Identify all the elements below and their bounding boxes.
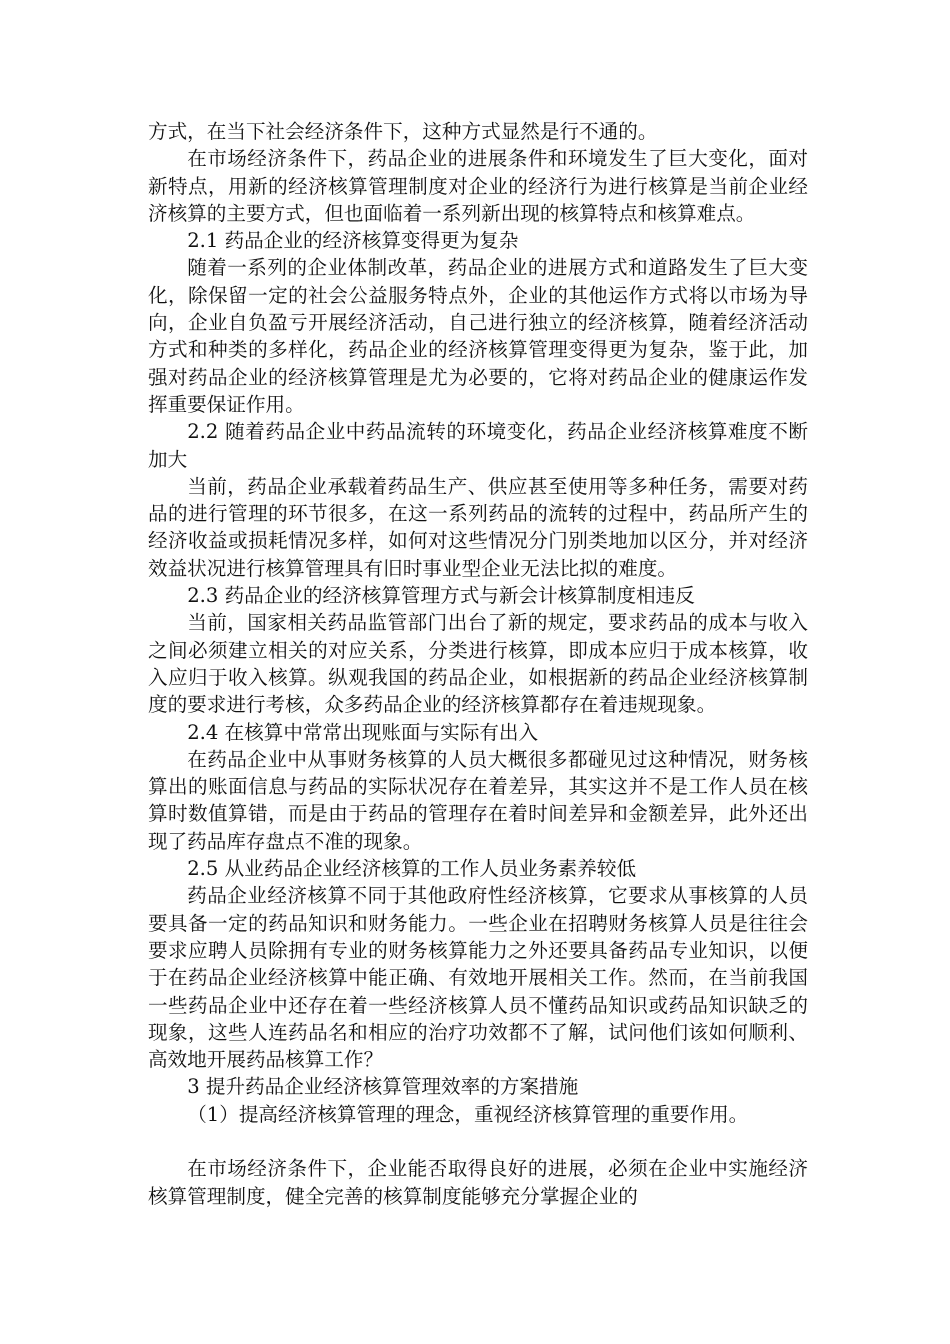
section-heading-2-4: 2.4 在核算中常常出现账面与实际有出入 <box>187 720 539 744</box>
section-heading-2-2: 2.2 随着药品企业中药品流转的环境变化，药品企业经济核算难度不断加大 <box>148 420 808 471</box>
paragraph-2-5: 药品企业经济核算不同于其他政府性经济核算，它要求从事核算的人员要具备一定的药品知识和财务能力。一些企业在招聘财务核算人员是往往会要求应聘人员除拥有专业的财务核算能力之外还要具备药品专业知识，以便于在药品企业经济核算中能正确、有效地开展相关工作。然而，在当前我国一些药品企业中还存在着一些经济核算人员不懂药品知识或药品知识缺乏的现象，这些人连药品名和相应的治疗功效都不了解，试问他们该如何顺利、高效地开展药品核算工作？ <box>148 884 808 1072</box>
section-heading-3: 3 提升药品企业经济核算管理效率的方案措施 <box>187 1075 579 1099</box>
paragraph-market-conditions: 在市场经济条件下，药品企业的进展条件和环境发生了巨大变化，面对新特点，用新的经济核算管理制度对企业的经济行为进行核算是当前企业经济核算的主要方式，但也面临着一系列新出现的核算特点和核算难点。 <box>148 147 808 225</box>
paragraph-2-1: 随着一系列的企业体制改革，药品企业的进展方式和道路发生了巨大变化，除保留一定的社会公益服务特点外，企业的其他运作方式将以市场为导向，企业自负盈亏开展经济活动，自己进行独立的经济核算，随着经济活动方式和种类的多样化，药品企业的经济核算管理变得更为复杂，鉴于此，加强对药品企业的经济核算管理是尤为必要的，它将对药品企业的健康运作发挥重要保证作用。 <box>148 256 808 416</box>
section-heading-2-3: 2.3 药品企业的经济核算管理方式与新会计核算制度相违反 <box>187 584 695 608</box>
section-heading-2-1: 2.1 药品企业的经济核算变得更为复杂 <box>187 229 519 253</box>
section-heading-2-5: 2.5 从业药品企业经济核算的工作人员业务素养较低 <box>187 857 637 881</box>
subsection-heading-3-1: （1）提高经济核算管理的理念，重视经济核算管理的重要作用。 <box>187 1102 749 1126</box>
document-page <box>148 118 808 1210</box>
blank-line <box>148 1128 808 1155</box>
paragraph-2-3: 当前，国家相关药品监管部门出台了新的规定，要求药品的成本与收入之间必须建立相关的对应关系，分类进行核算，即成本应归于成本核算，收入应归于收入核算。纵观我国的药品企业，如根据新的药品企业经济核算制度的要求进行考核，众多药品企业的经济核算都存在着违规现象。 <box>148 611 808 717</box>
paragraph-2-2: 当前，药品企业承载着药品生产、供应甚至使用等多种任务，需要对药品的进行管理的环节很多，在这一系列药品的流转的过程中，药品所产生的经济收益或损耗情况多样，如何对这些情况分门别类地加以区分，并对经济效益状况进行核算管理具有旧时事业型企业无法比拟的难度。 <box>148 474 808 580</box>
paragraph-3-1: 在市场经济条件下，企业能否取得良好的进展，必须在企业中实施经济核算管理制度，健全完善的核算制度能够充分掌握企业的 <box>148 1157 808 1208</box>
paragraph-2-4: 在药品企业中从事财务核算的人员大概很多都碰见过这种情况，财务核算出的账面信息与药品的实际状况存在着差异，其实这并不是工作人员在核算时数值算错，而是由于药品的管理存在着时间差异和金额差异，此外还出现了药品库存盘点不准的现象。 <box>148 747 808 853</box>
paragraph-continuation: 方式，在当下社会经济条件下，这种方式显然是行不通的。 <box>148 120 658 143</box>
